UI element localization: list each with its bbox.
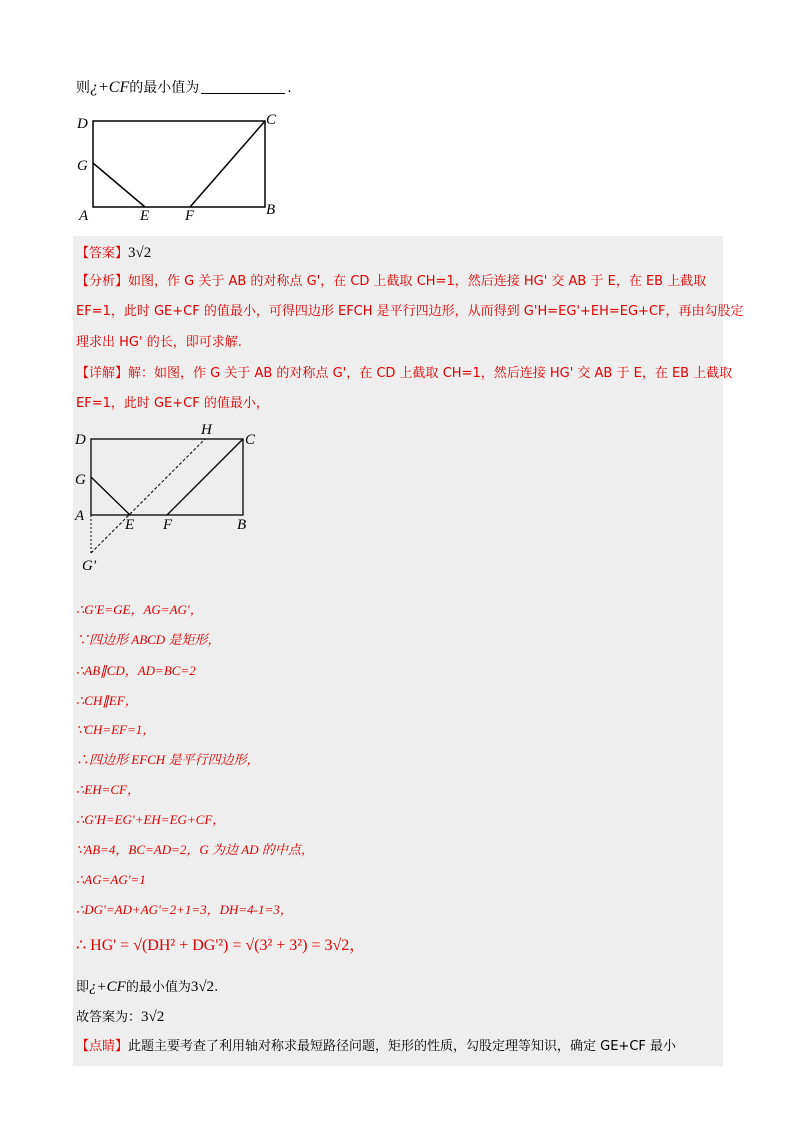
question-suffix: 的最小值为: [129, 80, 200, 96]
label2-g: G: [75, 472, 86, 488]
label-a: A: [79, 208, 89, 224]
question-prefix: 则: [76, 80, 90, 96]
question-expr: ¿+CF: [90, 79, 130, 96]
segment-fc-2: [167, 439, 243, 515]
conclusion-end: .: [214, 980, 219, 995]
detail-line-1: [76, 364, 732, 384]
label2-a: A: [75, 508, 85, 524]
step-9: ∵AB=4，BC=AD=2，G 为边 AD 的中点，: [76, 842, 314, 857]
final-answer-line: [76, 1007, 164, 1028]
label2-g-prime: G': [82, 558, 97, 574]
analysis-line-3: 理求出 HG' 的长，即可求解.: [76, 335, 242, 350]
step-8: ∴G'H=EG'+EH=EG+CF，: [76, 812, 226, 827]
label2-e: E: [125, 517, 135, 533]
step-7: ∴EH=CF，: [76, 782, 140, 797]
answer-value: 3√2: [128, 245, 152, 261]
detail-tag: 【详解】: [76, 366, 129, 381]
question-end: .: [287, 80, 292, 96]
final-label: 故答案为：: [76, 1010, 142, 1025]
step-10: ∴AG=AG'=1: [76, 872, 146, 887]
label-e: E: [140, 208, 150, 224]
comment-text: 此题主要考查了利用轴对称求最短路径问题，矩形的性质，勾股定理等知识，确定 GE+CF 最小: [128, 1039, 677, 1054]
step-11: ∴DG'=AD+AG'=2+1=3，DH=4-1=3，: [76, 902, 293, 917]
figure-rectangle-2: [74, 420, 274, 578]
conclusion-prefix: 即: [76, 980, 90, 995]
step-2: ∵四边形 ABCD 是矩形，: [76, 632, 221, 647]
analysis-text-1: 如图，作 G 关于 AB 的对称点 G'，在 CD 上截取 CH=1，然后连接 HG' 交 AB 于 E，在 EB 上截取: [128, 274, 707, 289]
step-1: ∴G'E=GE，AG=AG'，: [76, 602, 203, 617]
label-g: G: [77, 158, 88, 174]
label-d: D: [77, 116, 88, 132]
label2-h: H: [201, 422, 212, 438]
label-b: B: [266, 202, 276, 218]
conclusion-expr: ¿+CF: [89, 979, 126, 995]
answer-blank: [201, 93, 285, 94]
label2-f: F: [163, 517, 173, 533]
analysis-line-2: EF=1，此时 GE+CF 的值最小，可得四边形 EFCH 是平行四边形，从而得到 G'H=EG'+EH=EG+CF，再由勾股定: [76, 304, 744, 319]
analysis-tag: 【分析】: [76, 274, 129, 289]
step-6: ∴四边形 EFCH 是平行四边形，: [76, 752, 260, 767]
detail-line-2: EF=1，此时 GE+CF 的值最小，: [76, 396, 269, 411]
final-value: 3√2: [141, 1009, 165, 1025]
comment-line: [76, 1037, 676, 1057]
label-c: C: [266, 112, 277, 128]
conclusion-value: 3√2: [190, 979, 215, 995]
figure-rectangle-1: [74, 110, 284, 225]
label-f: F: [185, 208, 195, 224]
step-4: ∴CH∥EF，: [76, 693, 138, 708]
step-5: ∵CH=EF=1，: [76, 722, 156, 737]
detail-text-1: 解：如图，作 G 关于 AB 的对称点 G'，在 CD 上截取 CH=1，然后连接 HG' 交 AB 于 E，在 EB 上截取: [128, 366, 733, 381]
label2-d: D: [75, 432, 86, 448]
segment-hg-prime: [91, 439, 205, 553]
answer-line: [76, 243, 151, 264]
question-line: [76, 78, 292, 98]
label2-b: B: [237, 517, 247, 533]
segment-fc: [190, 121, 265, 207]
conclusion-mid: 的最小值为: [125, 980, 191, 995]
answer-tag: 【答案】: [76, 246, 129, 261]
segment-ge: [93, 163, 145, 207]
conclusion-line: [76, 977, 218, 998]
rect-abcd: [93, 121, 265, 207]
step-3: ∴AB∥CD，AD=BC=2: [76, 663, 196, 678]
comment-tag: 【点睛】: [76, 1039, 129, 1054]
analysis-line-1: [76, 272, 706, 292]
segment-ge-2: [91, 477, 130, 515]
label2-c: C: [245, 432, 256, 448]
formula-line: ∴ HG' = √(DH² + DG'²) = √(3² + 3²) = 3√2，: [76, 937, 366, 954]
